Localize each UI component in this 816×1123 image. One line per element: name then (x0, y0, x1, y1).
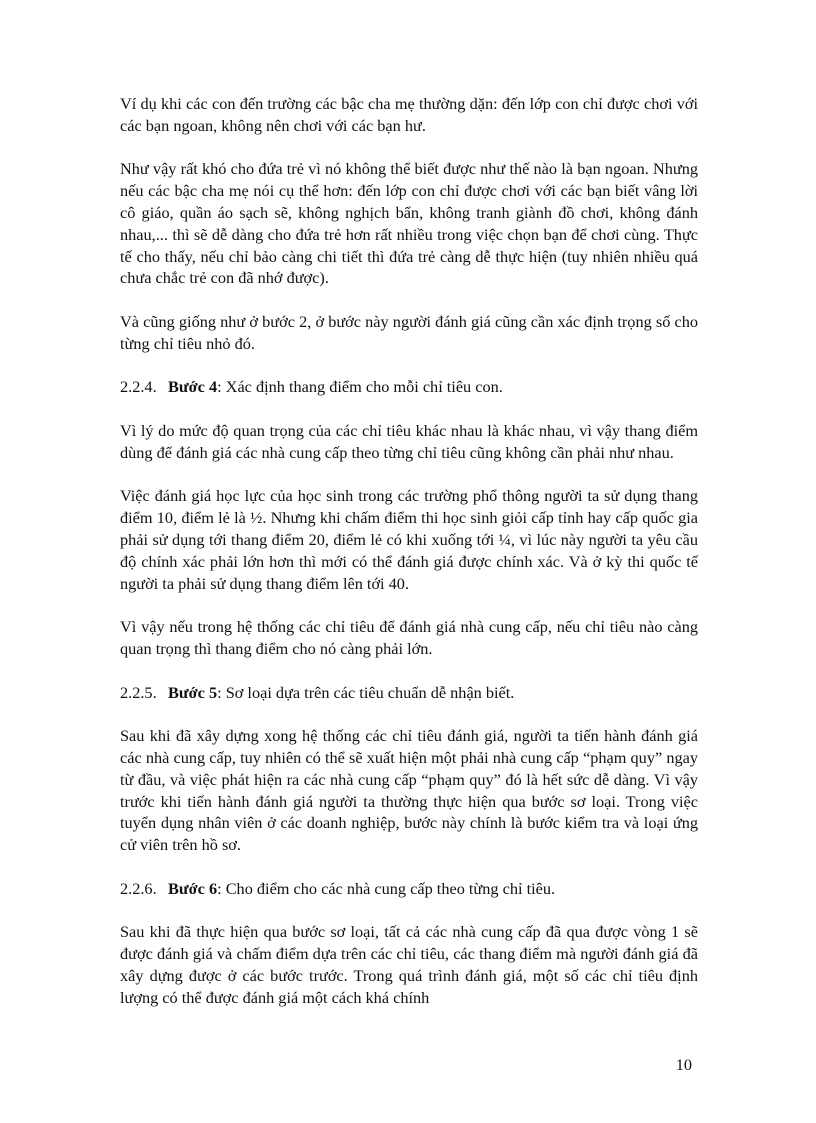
section-number: 2.2.4. (120, 377, 157, 397)
section-title: : Sơ loại dựa trên các tiêu chuẩn dễ nhận biết. (217, 682, 515, 702)
document-body (120, 93, 698, 1030)
paragraph-importance: Vì lý do mức độ quan trọng của các chỉ tiêu khác nhau là khác nhau, vì vậy thang điểm dùng để đánh giá các nhà cung cấp theo từng chỉ tiêu cũng không cần phải như nhau. (120, 420, 698, 462)
section-heading-step-5 (120, 682, 698, 704)
step-label: Bước 5 (168, 682, 218, 702)
paragraph-example-parents: Ví dụ khi các con đến trường các bậc cha mẹ thường dặn: đến lớp con chỉ được chơi với các bạn ngoan, không nên chơi với các bạn hư. (120, 94, 698, 135)
paragraph-weights: Và cũng giống như ở bước 2, ở bước này người đánh giá cũng cần xác định trọng số cho từng chỉ tiêu nhỏ đó. (120, 311, 698, 353)
section-title: : Cho điểm cho các nhà cung cấp theo từng chỉ tiêu. (217, 878, 556, 898)
section-title: : Xác định thang điểm cho mỗi chỉ tiêu con. (217, 377, 503, 397)
section-number: 2.2.6. (120, 878, 157, 898)
paragraph-good-friend: Như vậy rất khó cho đứa trẻ vì nó không thể biết được như thế nào là bạn ngoan. Nhưng nếu các bậc cha mẹ nói cụ thể hơn: đến lớp con chỉ được chơi với các bạn biết vâng lời cô giáo, quần áo sạch sẽ, không nghịch bẩn, không tranh giành đồ chơi, không đánh nhau,... thì sẽ dễ dàng cho đứa trẻ hơn rất nhiều trong việc chọn bạn để chơi cùng. Thực tế cho thấy, nếu chỉ bảo càng chi tiết thì đứa trẻ càng dễ thực hiện (tuy nhiên nhiều quá chưa chắc trẻ con đã nhớ được). (120, 159, 698, 288)
paragraph-scoring: Sau khi đã thực hiện qua bước sơ loại, tất cả các nhà cung cấp đã qua được vòng 1 sẽ được đánh giá và chấm điểm dựa trên các chỉ tiêu, các thang điểm mà người đánh giá đã xây dựng được ở các bước trước. Trong quá trình đánh giá, một số các chỉ tiêu định lượng có thể được đánh giá một cách khá chính (120, 922, 698, 1007)
paragraph-scale-conclusion: Vì vậy nếu trong hệ thống các chỉ tiêu để đánh giá nhà cung cấp, nếu chỉ tiêu nào càng quan trọng thì thang điểm cho nó càng phải lớn. (120, 617, 698, 658)
page-number: 10 (675, 1055, 692, 1074)
section-heading-step-4 (120, 376, 698, 398)
step-label: Bước 4 (168, 377, 218, 397)
paragraph-preliminary-screening: Sau khi đã xây dựng xong hệ thống các chỉ tiêu đánh giá, người ta tiến hành đánh giá các nhà cung cấp, tuy nhiên có thể sẽ xuất hiện một phải nhà cung cấp “phạm quy” ngay từ đầu, và việc phát hiện ra các nhà cung cấp “phạm quy” đó là hết sức dễ dàng. Vì vậy trước khi tiến hành đánh giá người ta thường thực hiện qua bước sơ loại. Trong việc tuyển dụng nhân viên ở các doanh nghiệp, bước này chính là bước kiểm tra và loại ứng cử viên trên hồ sơ. (120, 726, 698, 855)
section-number: 2.2.5. (120, 682, 157, 702)
step-label: Bước 6 (168, 878, 218, 898)
paragraph-grading-scale: Việc đánh giá học lực của học sinh trong các trường phổ thông người ta sử dụng thang điểm 10, điểm lẻ là ½. Nhưng khi chấm điểm thi học sinh giỏi cấp tỉnh hay cấp quốc gia phải sử dụng tới thang điểm 20, điểm lẻ có khi xuống tới ¼, vì lúc này người ta yêu cầu độ chính xác phải lớn hơn thì mới có thể đánh giá được chính xác. Và ở kỳ thi quốc tế người ta phải sử dụng thang điểm lên tới 40. (120, 486, 698, 593)
section-heading-step-6 (120, 878, 698, 900)
